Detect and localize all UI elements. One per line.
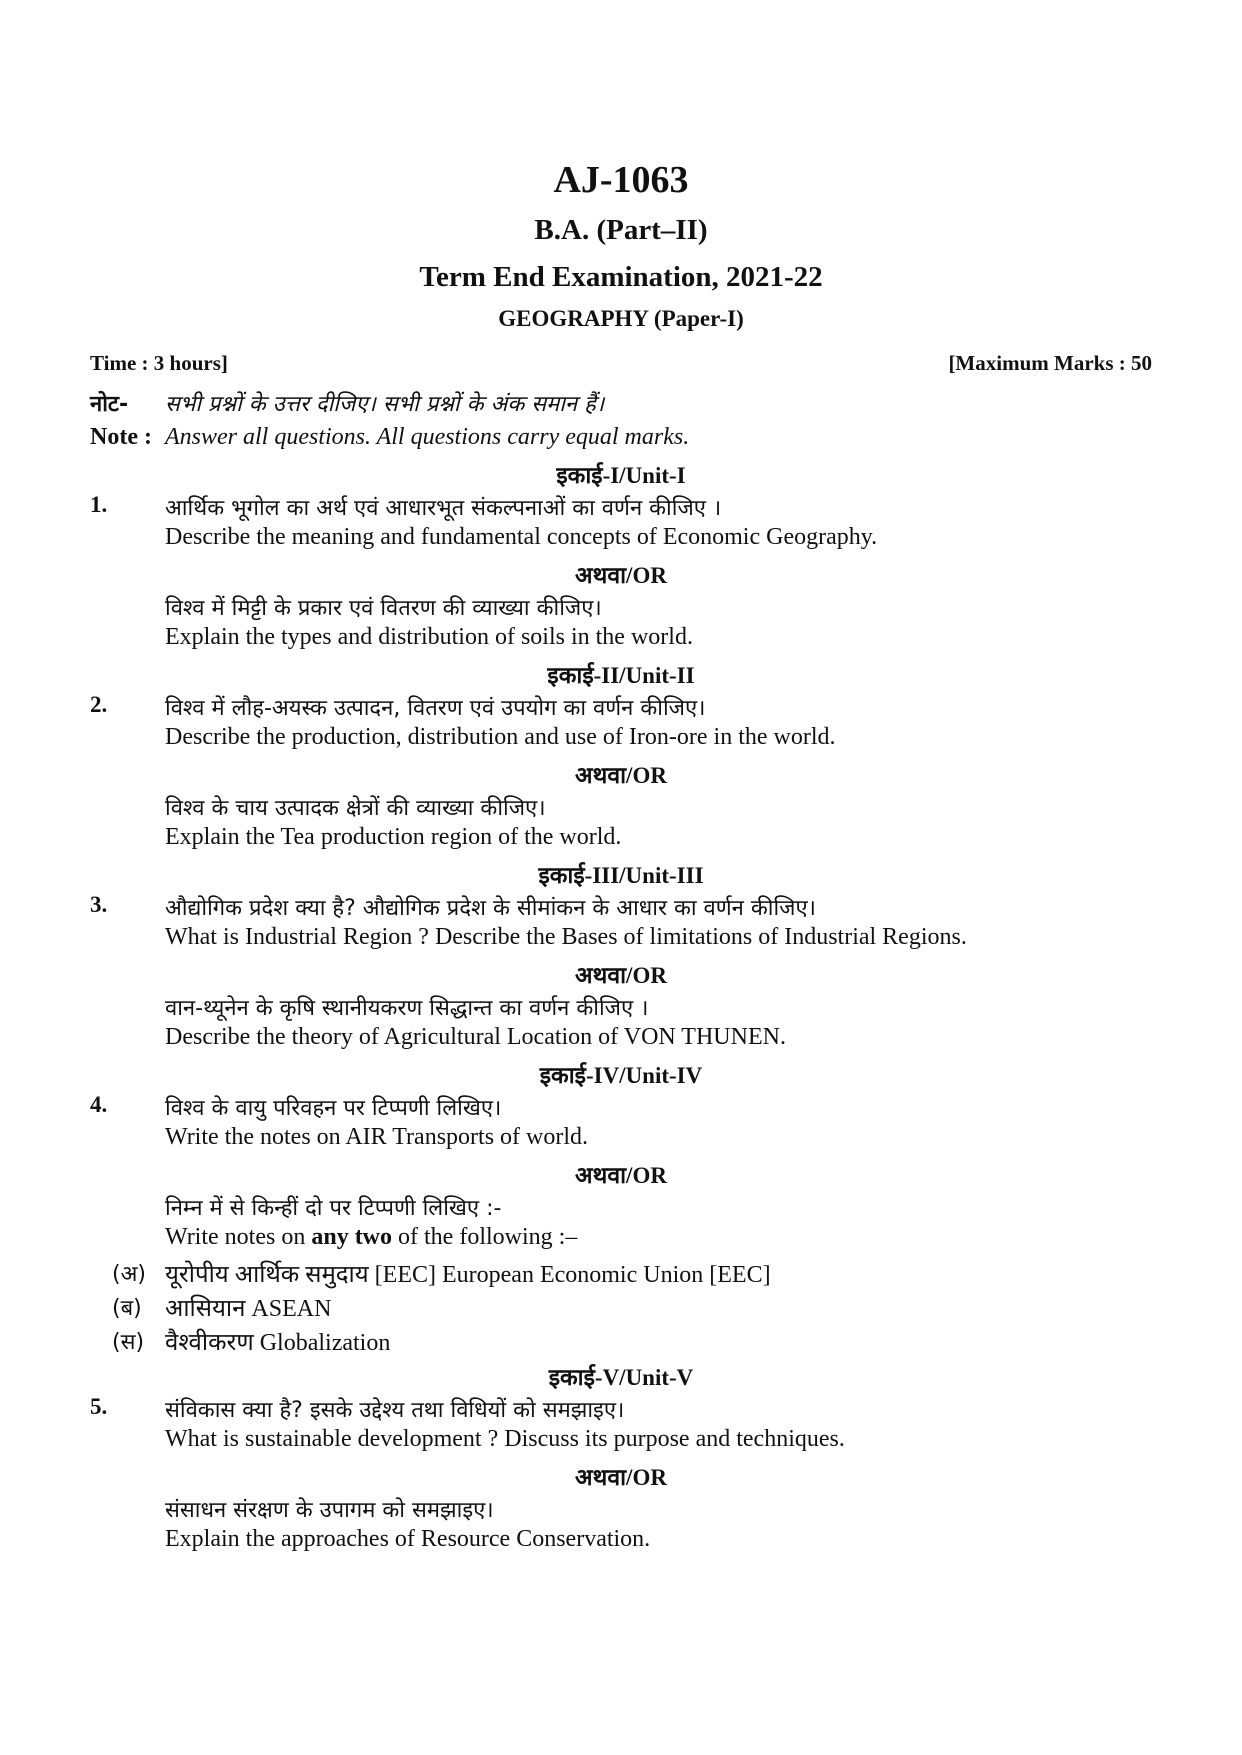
unit-heading: इकाई-IV/Unit-IV <box>539 1063 703 1088</box>
alt-question-en <box>165 1224 577 1251</box>
or-label: अथवा/OR <box>575 563 667 588</box>
question-en: What is Industrial Region ? Describe the Bases of limitations of Industrial Regions. <box>165 924 967 950</box>
question-hi: विश्व में लौह-अयस्क उत्पादन, वितरण एवं उपयोग का वर्णन कीजिए। <box>165 696 706 721</box>
exam-name: Term End Examination, 2021-22 <box>419 261 823 293</box>
alt-question-en-post: of the following :– <box>392 1224 578 1250</box>
question-number: 4. <box>90 1092 108 1117</box>
alt-question-en: Explain the types and distribution of soils in the world. <box>165 624 693 650</box>
option-text: यूरोपीय आर्थिक समुदाय [EEC] European Economic Union [EEC] <box>165 1262 771 1288</box>
question-hi: औद्योगिक प्रदेश क्या है? औद्योगिक प्रदेश के सीमांकन के आधार का वर्णन कीजिए। <box>165 896 817 921</box>
alt-question-hi: संसाधन संरक्षण के उपागम को समझाइए। <box>165 1498 494 1523</box>
option-text: आसियान ASEAN <box>165 1296 332 1322</box>
question-number: 3. <box>90 892 108 917</box>
unit-heading: इकाई-III/Unit-III <box>538 863 704 888</box>
alt-question-en: Explain the Tea production region of the world. <box>165 824 622 850</box>
alt-question-hi: विश्व में मिट्टी के प्रकार एवं वितरण की व्याख्या कीजिए। <box>165 596 602 621</box>
or-label: अथवा/OR <box>575 963 667 988</box>
question-en: Describe the production, distribution and use of Iron-ore in the world. <box>165 724 836 750</box>
option-label: (स) <box>112 1330 145 1355</box>
question-number: 5. <box>90 1394 108 1419</box>
subject-name: GEOGRAPHY (Paper-I) <box>498 306 744 331</box>
question-en: Describe the meaning and fundamental concepts of Economic Geography. <box>165 524 878 550</box>
alt-question-en: Describe the theory of Agricultural Location of VON THUNEN. <box>165 1024 786 1050</box>
question-number: 1. <box>90 492 108 517</box>
question-hi: आर्थिक भूगोल का अर्थ एवं आधारभूत संकल्पनाओं का वर्णन कीजिए । <box>165 496 722 521</box>
alt-question-en: Explain the approaches of Resource Conservation. <box>165 1526 651 1552</box>
alt-question-hi: वान-थ्यूनेन के कृषि स्थानीयकरण सिद्धान्त का वर्णन कीजिए । <box>165 996 649 1021</box>
max-marks-label: [Maximum Marks : 50 <box>948 351 1152 375</box>
or-label: अथवा/OR <box>575 1163 667 1188</box>
alt-question-en-pre: Write notes on <box>165 1224 312 1250</box>
alt-question-hi: निम्न में से किन्हीं दो पर टिप्पणी लिखिए :- <box>165 1196 502 1221</box>
unit-heading: इकाई-V/Unit-V <box>548 1365 694 1390</box>
option-label: (अ) <box>112 1262 146 1287</box>
question-en: Write the notes on AIR Transports of world. <box>165 1124 589 1150</box>
unit-heading: इकाई-II/Unit-II <box>547 663 695 688</box>
or-label: अथवा/OR <box>575 1465 667 1490</box>
alt-question-hi: विश्व के चाय उत्पादक क्षेत्रों की व्याख्या कीजिए। <box>165 796 546 821</box>
question-hi: विश्व के वायु परिवहन पर टिप्पणी लिखिए। <box>165 1096 502 1121</box>
course-name: B.A. (Part–II) <box>534 214 708 246</box>
question-en: What is sustainable development ? Discuss its purpose and techniques. <box>165 1426 845 1452</box>
question-hi: संविकास क्या है? इसके उद्देश्य तथा विधियों को समझाइए। <box>165 1398 625 1423</box>
note-hi-label: नोट- <box>90 392 129 417</box>
note-en-label: Note : <box>90 424 152 450</box>
question-number: 2. <box>90 692 108 717</box>
paper-code: AJ-1063 <box>553 159 689 201</box>
time-label: Time : 3 hours] <box>90 351 228 375</box>
option-label: (ब) <box>112 1296 142 1321</box>
or-label: अथवा/OR <box>575 763 667 788</box>
option-text: वैश्वीकरण Globalization <box>165 1330 391 1356</box>
unit-heading: इकाई-I/Unit-I <box>556 463 686 488</box>
alt-question-en-emphasis: any two <box>311 1224 393 1250</box>
note-hi-text: सभी प्रश्नों के उत्तर दीजिए। सभी प्रश्नों के अंक समान हैं। <box>165 392 605 417</box>
note-en-text: Answer all questions. All questions carry equal marks. <box>165 424 690 450</box>
